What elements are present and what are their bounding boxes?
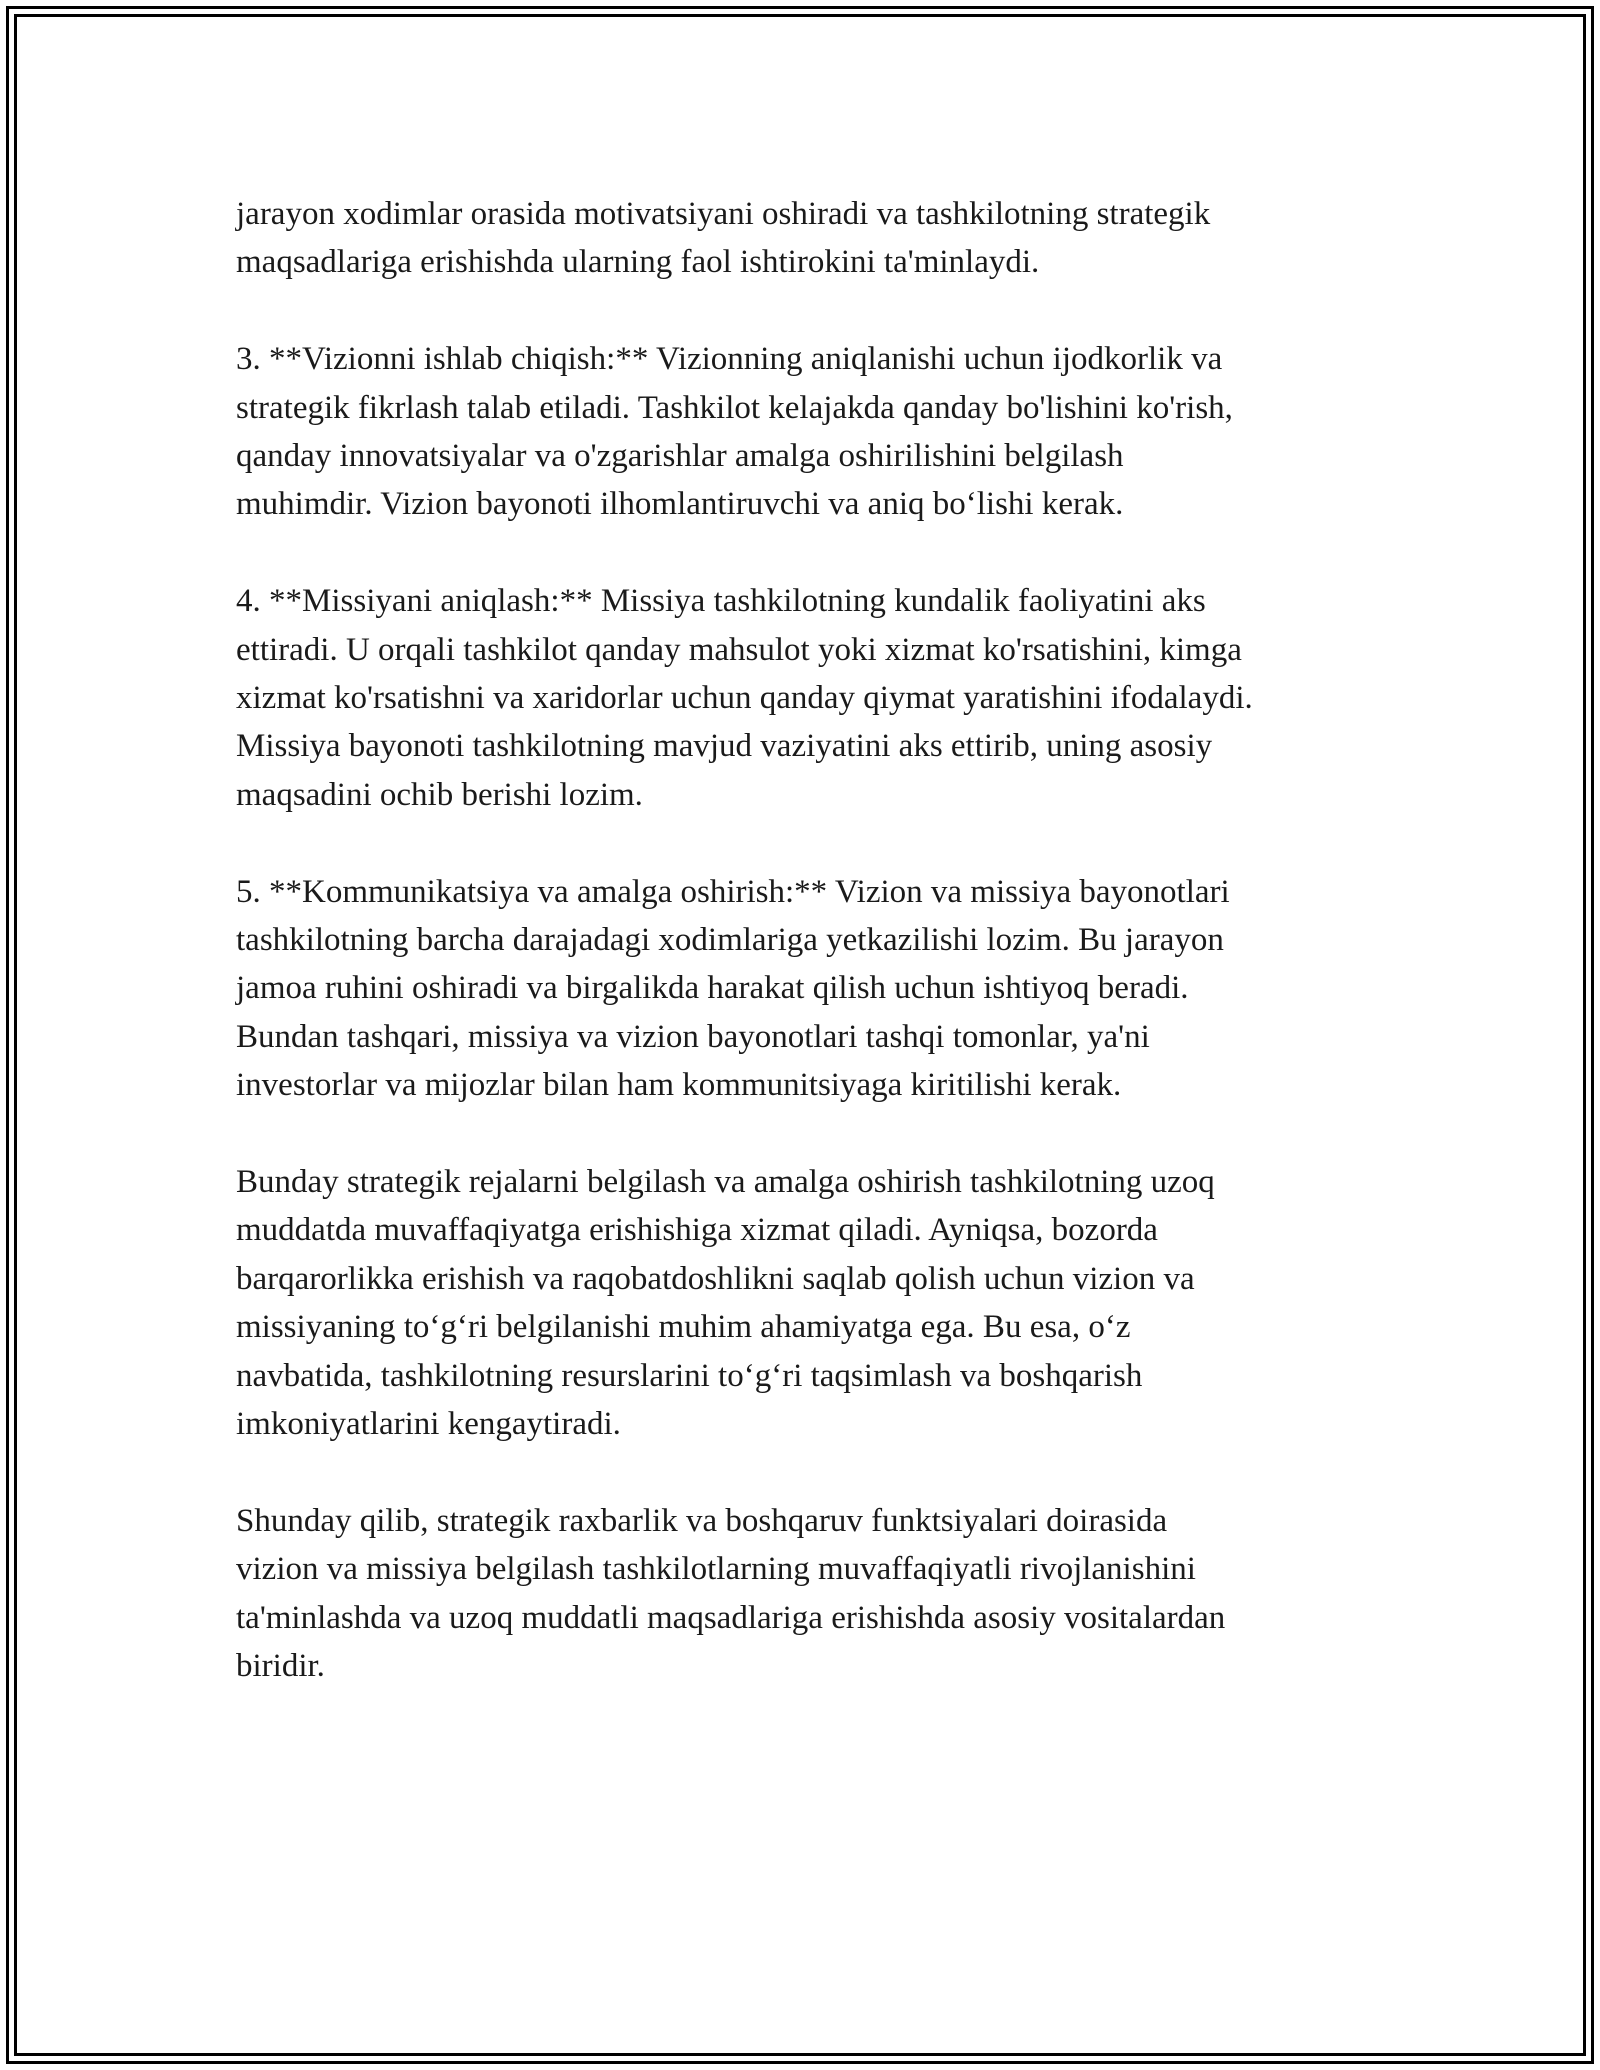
text-line: Shunday qilib, strategik raxbarlik va boshqaruv funktsiyalari doirasida bbox=[236, 1502, 1168, 1539]
document-body bbox=[236, 190, 1386, 1739]
text-line: vizion va missiya belgilash tashkilotlarning muvaffaqiyatli rivojlanishini bbox=[236, 1551, 1196, 1588]
text-line: strategik fikrlash talab etiladi. Tashkilot kelajakda qanday bo'lishini ko'rish, bbox=[236, 389, 1233, 426]
paragraph-conclusion bbox=[236, 1497, 1386, 1691]
text-line: missiyaning to‘g‘ri belgilanishi muhim ahamiyatga ega. Bu esa, o‘z bbox=[236, 1309, 1131, 1346]
text-line: xizmat ko'rsatishni va xaridorlar uchun qanday qiymat yaratishini ifodalaydi. bbox=[236, 680, 1253, 717]
text-line: Missiya bayonoti tashkilotning mavjud vaziyatini aks ettirib, uning asosiy bbox=[236, 728, 1213, 765]
paragraph-vision-development bbox=[236, 335, 1386, 529]
paragraph-mission-definition bbox=[236, 577, 1386, 819]
text-line: barqarorlikka erishish va raqobatdoshlikni saqlab qolish uchun vizion va bbox=[236, 1260, 1195, 1297]
text-line: biridir. bbox=[236, 1648, 325, 1685]
text-line: maqsadlariga erishishda ularning faol ishtirokini ta'minlaydi. bbox=[236, 244, 1040, 281]
text-line: imkoniyatlarini kengaytiradi. bbox=[236, 1406, 621, 1443]
text-line: muddatda muvaffaqiyatga erishishiga xizmat qiladi. Ayniqsa, bozorda bbox=[236, 1212, 1158, 1249]
text-line: Bunday strategik rejalarni belgilash va amalga oshirish tashkilotning uzoq bbox=[236, 1164, 1215, 1201]
text-line: Bundan tashqari, missiya va vizion bayonotlari tashqi tomonlar, ya'ni bbox=[236, 1018, 1150, 1055]
paragraph-continuation bbox=[236, 190, 1386, 287]
text-line: 3. **Vizionni ishlab chiqish:** Vizionning aniqlanishi uchun ijodkorlik va bbox=[236, 341, 1223, 378]
text-line: ta'minlashda va uzoq muddatli maqsadlariga erishishda asosiy vositalardan bbox=[236, 1599, 1226, 1636]
text-line: tashkilotning barcha darajadagi xodimlariga yetkazilishi lozim. Bu jarayon bbox=[236, 922, 1224, 959]
text-line: ettiradi. U orqali tashkilot qanday mahsulot yoki xizmat ko'rsatishini, kimga bbox=[236, 631, 1242, 668]
text-line: 4. **Missiyani aniqlash:** Missiya tashkilotning kundalik faoliyatini aks bbox=[236, 583, 1206, 620]
text-line: investorlar va mijozlar bilan ham kommunitsiyaga kiritilishi kerak. bbox=[236, 1067, 1122, 1104]
paragraph-strategic-plans bbox=[236, 1158, 1386, 1448]
text-line: muhimdir. Vizion bayonoti ilhomlantiruvchi va aniq bo‘lishi kerak. bbox=[236, 486, 1124, 523]
text-line: qanday innovatsiyalar va o'zgarishlar amalga oshirilishini belgilash bbox=[236, 438, 1124, 475]
text-line: 5. **Kommunikatsiya va amalga oshirish:** Vizion va missiya bayonotlari bbox=[236, 873, 1230, 910]
text-line: navbatida, tashkilotning resurslarini to‘g‘ri taqsimlash va boshqarish bbox=[236, 1357, 1143, 1394]
text-line: jarayon xodimlar orasida motivatsiyani oshiradi va tashkilotning strategik bbox=[236, 196, 1211, 232]
text-line: jamoa ruhini oshiradi va birgalikda harakat qilish uchun ishtiyoq beradi. bbox=[236, 970, 1189, 1007]
text-line: maqsadini ochib berishi lozim. bbox=[236, 776, 643, 813]
paragraph-communication bbox=[236, 868, 1386, 1110]
